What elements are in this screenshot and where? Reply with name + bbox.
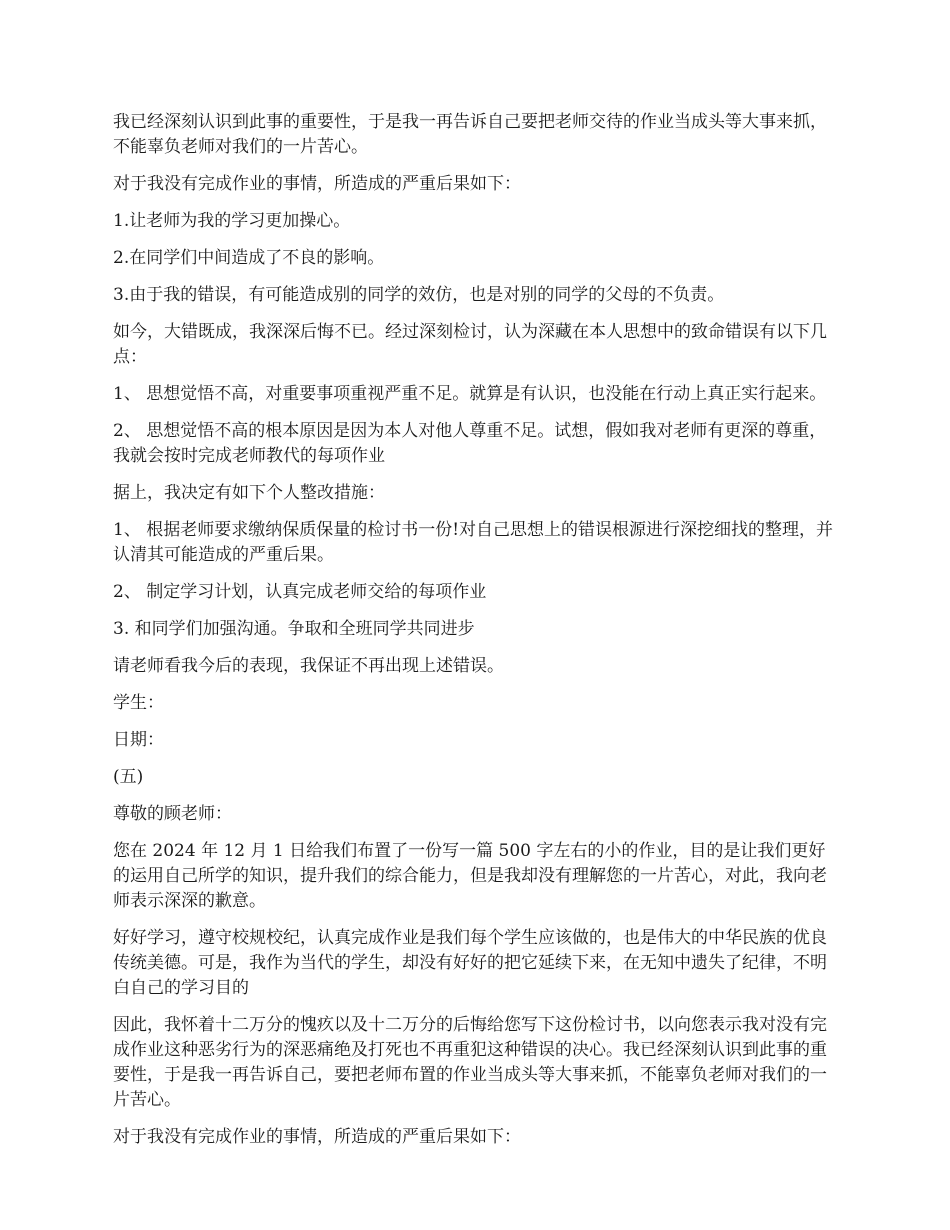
document-body <box>113 110 838 1150</box>
list-item: 2.在同学们中间造成了不良的影响。 <box>113 248 385 268</box>
list-item: 2、 制定学习计划，认真完成老师交给的每项作业 <box>113 582 487 602</box>
paragraph: 对于我没有完成作业的事情，所造成的严重后果如下： <box>113 1127 521 1147</box>
list-item: 1、 根据老师要求缴纳保质保量的检讨书一份!对自己思想上的错误根源进行深挖细找的整理，并认清其可能造成的严重后果。 <box>113 520 834 565</box>
paragraph: 如今，大错既成，我深深后悔不已。经过深刻检讨，认为深藏在本人思想中的致命错误有以下几点： <box>113 322 827 367</box>
list-item: 3. 和同学们加强沟通。争取和全班同学共同进步 <box>113 619 475 639</box>
section-heading: (五) <box>113 767 144 787</box>
list-item: 1、 思想觉悟不高，对重要事项重视严重不足。就算是有认识，也没能在行动上真正实行起来。 <box>113 384 827 404</box>
paragraph: 您在 2024 年 12 月 1 日给我们布置了一份写一篇 500 字左右的小的作业，目的是让我们更好的运用自己所学的知识，提升我们的综合能力，但是我却没有理解您的一片苦心，对此，我向老师表示深深的歉意。 <box>113 841 827 911</box>
paragraph: 据上，我决定有如下个人整改措施： <box>113 483 385 503</box>
paragraph: 因此，我怀着十二万分的愧疚以及十二万分的后悔给您写下这份检讨书，以向您表示我对没有完成作业这种恶劣行为的深恶痛绝及打死也不再重犯这种错误的决心。我已经深刻认识到此事的重要性，于是我一再告诉自己，要把老师布置的作业当成头等大事来抓，不能辜负老师对我们的一片苦心。 <box>113 1015 827 1110</box>
paragraph: 请老师看我今后的表现，我保证不再出现上述错误。 <box>113 656 504 676</box>
date-line: 日期： <box>113 730 164 750</box>
salutation: 尊敬的顾老师： <box>113 804 232 824</box>
paragraph: 对于我没有完成作业的事情，所造成的严重后果如下： <box>113 174 521 194</box>
student-signature-line: 学生： <box>113 693 164 713</box>
list-item: 3.由于我的错误，有可能造成别的同学的效仿，也是对别的同学的父母的不负责。 <box>113 285 725 305</box>
paragraph: 我已经深刻认识到此事的重要性，于是我一再告诉自己要把老师交待的作业当成头等大事来抓，不能辜负老师对我们的一片苦心。 <box>113 112 827 157</box>
list-item: 2、 思想觉悟不高的根本原因是因为本人对他人尊重不足。试想，假如我对老师有更深的尊重，我就会按时完成老师教代的每项作业 <box>113 421 827 466</box>
list-item: 1.让老师为我的学习更加操心。 <box>113 211 351 231</box>
paragraph: 好好学习，遵守校规校纪，认真完成作业是我们每个学生应该做的，也是伟大的中华民族的优良传统美德。可是，我作为当代的学生，却没有好好的把它延续下来，在无知中遗失了纪律，不明白自己的学习目的 <box>113 928 827 998</box>
